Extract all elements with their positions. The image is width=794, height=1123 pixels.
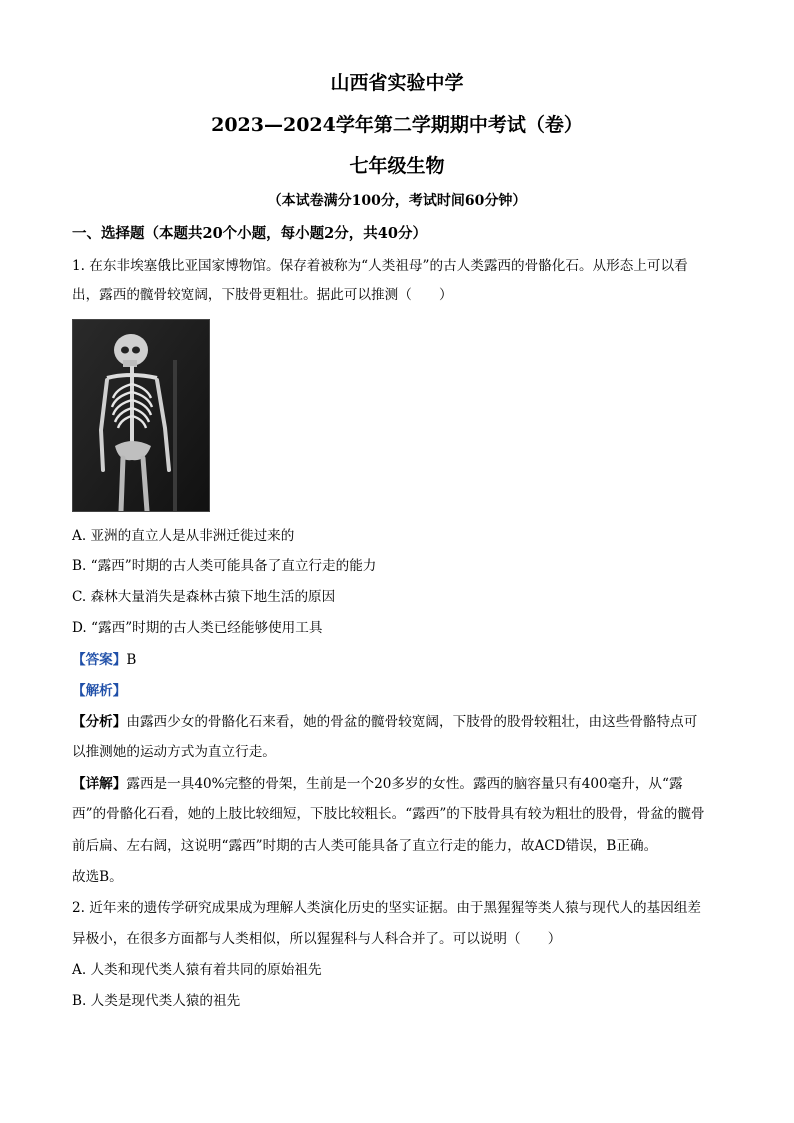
answer-tag: 【答案】 [72, 652, 127, 668]
q1-conclusion: 故选B。 [72, 869, 123, 885]
skeleton-illustration [73, 320, 209, 511]
fenxi-tag: 【分析】 [72, 714, 127, 730]
q2-option-a: A. 人类和现代类人猿有着共同的原始祖先 [72, 962, 322, 978]
fenxi-text1: 由露西少女的骨骼化石来看，她的骨盆的髋骨较宽阔，下肢骨的股骨较粗壮，由这些骨骼特点可 [126, 714, 698, 730]
school-title: 山西省实验中学 [330, 72, 464, 94]
answer-value: B [126, 652, 137, 668]
q1-fenxi-line1 [72, 712, 697, 732]
q1-option-c: C. 森林大量消失是森林古猿下地生活的原因 [72, 589, 336, 605]
q1-stem-line1: 1. 在东非埃塞俄比亚国家博物馆。保存着被称为“人类祖母”的古人类露西的骨骼化石。从形态上可以看 [72, 258, 688, 274]
q1-option-d: D. “露西”时期的古人类已经能够使用工具 [72, 620, 323, 636]
q1-xiangjie-line2: 西”的骨骼化石看，她的上肢比较细短，下肢比较粗长。“露西”的下肢骨具有较为粗壮的股骨，骨盆的髋骨 [72, 806, 705, 822]
exam-title: 2023—2024学年第二学期期中考试（卷） [211, 114, 583, 136]
q1-stem-line2: 出，露西的髋骨较宽阔，下肢骨更粗壮。据此可以推测（ ） [72, 287, 453, 303]
subject-title: 七年级生物 [349, 155, 445, 177]
section-heading: 一、选择题（本题共20个小题，每小题2分，共40分） [72, 225, 427, 242]
q1-fenxi-line2: 以推测她的运动方式为直立行走。 [72, 744, 276, 760]
q1-xiangjie-line1 [72, 774, 683, 794]
analysis-tag: 【解析】 [72, 683, 127, 699]
xiangjie-text1: 露西是一具40%完整的骨架，生前是一个20多岁的女性。露西的脑容量只有400毫升，从“露 [126, 776, 683, 792]
q2-stem-line2: 异极小，在很多方面都与人类相似，所以猩猩科与人科合并了。可以说明（ ） [72, 931, 562, 947]
q1-option-b: B. “露西”时期的古人类可能具备了直立行走的能力 [72, 558, 377, 574]
q2-option-b: B. 人类是现代类人猿的祖先 [72, 993, 241, 1009]
q1-xiangjie-line3: 前后扁、左右阔，这说明“露西”时期的古人类可能具备了直立行走的能力，故ACD错误，B正确。 [72, 838, 658, 854]
q1-answer [72, 650, 136, 670]
q1-option-a: A. 亚洲的直立人是从非洲迁徙过来的 [72, 528, 295, 544]
xiangjie-tag: 【详解】 [72, 776, 127, 792]
exam-note: （本试卷满分100分，考试时间60分钟） [267, 193, 527, 209]
q1-analysis-heading [72, 681, 126, 701]
skeleton-photo [72, 319, 210, 512]
q2-stem-line1: 2. 近年来的遗传学研究成果成为理解人类演化历史的坚实证据。由于黑猩猩等类人猿与现代人的基因组差 [72, 900, 702, 916]
